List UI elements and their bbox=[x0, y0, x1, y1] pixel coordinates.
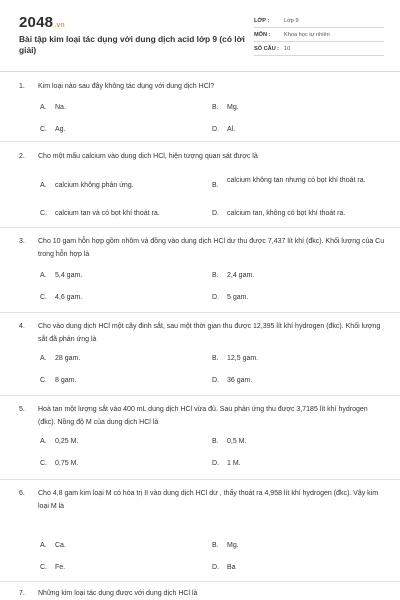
question-number: 7. bbox=[19, 590, 25, 597]
worksheet-header bbox=[0, 0, 400, 72]
question-number: 6. bbox=[19, 490, 25, 497]
option-letter: C. bbox=[40, 294, 47, 301]
option-letter: A. bbox=[40, 272, 47, 279]
option-text: 2,4 gam. bbox=[227, 272, 255, 279]
option-letter: C. bbox=[40, 460, 47, 467]
meta-key: SỐ CÂU : bbox=[254, 45, 280, 52]
question-number: 5. bbox=[19, 406, 25, 413]
brand-name: 2048 bbox=[19, 14, 54, 31]
meta-key: MÔN : bbox=[254, 31, 271, 38]
option-text: Ag. bbox=[55, 126, 66, 133]
meta-row-class bbox=[254, 14, 384, 28]
question-divider bbox=[0, 312, 400, 313]
option-letter: B. bbox=[212, 104, 219, 111]
option-text: Mg. bbox=[227, 104, 239, 111]
option-letter: B. bbox=[212, 182, 219, 189]
option-text: 5,4 gam. bbox=[55, 272, 83, 279]
option-text: Mg. bbox=[227, 542, 239, 549]
option-text: 0,25 M. bbox=[55, 438, 79, 445]
question-text: Cho một mẩu calcium vào dung dịch HCl, hiện tượng quan sát được là bbox=[38, 153, 258, 160]
option-letter: D. bbox=[212, 377, 219, 384]
question-stem bbox=[19, 80, 389, 93]
question-divider bbox=[0, 395, 400, 396]
option-text: 0,5 M. bbox=[227, 438, 247, 445]
option-letter: B. bbox=[212, 438, 219, 445]
question-divider bbox=[0, 227, 400, 228]
question-text: Cho vào dung dịch HCl một cây đinh sắt, sau một thời gian thu được 12,395 lít khí hydrogen (đkc). Khối lượng sắt đã phản ứng là bbox=[38, 323, 381, 343]
option-letter: B. bbox=[212, 355, 219, 362]
brand-logo[interactable] bbox=[19, 14, 65, 31]
meta-row-subject bbox=[254, 28, 384, 42]
option-text: 4,6 gam. bbox=[55, 294, 83, 301]
option-letter: A. bbox=[40, 542, 47, 549]
option-letter: D. bbox=[212, 294, 219, 301]
option-text: 36 gam. bbox=[227, 377, 253, 384]
option-text: calcium tan, không có bọt khí thoát ra. bbox=[227, 210, 346, 217]
option-text: 8 gam. bbox=[55, 377, 77, 384]
option-text: calcium không phản ứng. bbox=[55, 182, 134, 189]
meta-table bbox=[254, 14, 384, 56]
option-letter: A. bbox=[40, 438, 47, 445]
option-text: 0,75 M. bbox=[55, 460, 79, 467]
question-number: 4. bbox=[19, 323, 25, 330]
question-stem bbox=[19, 403, 389, 426]
question-divider bbox=[0, 141, 400, 142]
option-text: 12,5 gam. bbox=[227, 355, 259, 362]
question-text: Cho 10 gam hỗn hợp gồm nhôm và đồng vào dung dịch HCl dư thu được 7,437 lít khí (đkc). Khối lượng của Cu trong hỗn hợp là bbox=[38, 238, 385, 258]
page-title: Bài tập kim loại tác dụng với dung dịch acid lớp 9 (có lời giải) bbox=[19, 34, 245, 55]
option-letter: D. bbox=[212, 460, 219, 467]
question-number: 2. bbox=[19, 153, 25, 160]
option-text: Al. bbox=[227, 126, 236, 133]
option-letter: A. bbox=[40, 182, 47, 189]
option-letter: D. bbox=[212, 210, 219, 217]
option-text: calcium tan và có bọt khí thoát ra. bbox=[55, 210, 160, 217]
option-letter: A. bbox=[40, 104, 47, 111]
option-letter: A. bbox=[40, 355, 47, 362]
option-letter: D. bbox=[212, 564, 219, 571]
option-letter: B. bbox=[212, 542, 219, 549]
question-text: Hoà tan một lượng sắt vào 400 mL dung dịch HCl vừa đủ. Sau phản ứng thu được 3,7185 lít khí hydrogen (đkc). Nồng độ M của dung dịch HCl là bbox=[38, 406, 368, 426]
brand-tld: .vn bbox=[54, 22, 65, 29]
meta-value: 10 bbox=[284, 45, 291, 52]
question-text: Kim loại nào sau đây không tác dụng với dung dịch HCl? bbox=[38, 83, 215, 90]
meta-key: LỚP : bbox=[254, 17, 270, 24]
option-text: Fe. bbox=[55, 564, 66, 571]
question-divider bbox=[0, 581, 400, 582]
option-text: 5 gam. bbox=[227, 294, 249, 301]
question-number: 3. bbox=[19, 238, 25, 245]
option-letter: C. bbox=[40, 377, 47, 384]
meta-row-count bbox=[254, 42, 384, 56]
option-letter: C. bbox=[40, 210, 47, 217]
meta-value: Khoa học tự nhiên bbox=[284, 31, 330, 38]
question-stem bbox=[19, 235, 389, 258]
option-text: Ca. bbox=[55, 542, 66, 549]
option-text: 1 M. bbox=[227, 460, 241, 467]
option-text: Ba bbox=[227, 564, 236, 571]
option-text: calcium không tan nhưng có bọt khí thoát ra. bbox=[227, 177, 366, 184]
question-stem bbox=[19, 587, 389, 600]
question-text: Cho 4,8 gam kim loại M có hóa trị II vào dung dịch HCl dư , thấy thoát ra 4,958 lít khí hydrogen (đkc). Vậy kim loại M là bbox=[38, 490, 379, 510]
meta-value: Lớp 9 bbox=[284, 17, 299, 24]
question-text: Những kim loại tác dụng được với dung dịch HCl là bbox=[38, 590, 198, 597]
option-letter: B. bbox=[212, 272, 219, 279]
header-divider bbox=[0, 71, 400, 72]
option-text: Na. bbox=[55, 104, 66, 111]
question-stem bbox=[19, 487, 389, 510]
question-number: 1. bbox=[19, 83, 25, 90]
question-stem bbox=[19, 320, 389, 343]
option-letter: D. bbox=[212, 126, 219, 133]
question-stem bbox=[19, 150, 389, 163]
option-text: 28 gam. bbox=[55, 355, 81, 362]
option-letter: C. bbox=[40, 564, 47, 571]
option-letter: C. bbox=[40, 126, 47, 133]
question-divider bbox=[0, 479, 400, 480]
